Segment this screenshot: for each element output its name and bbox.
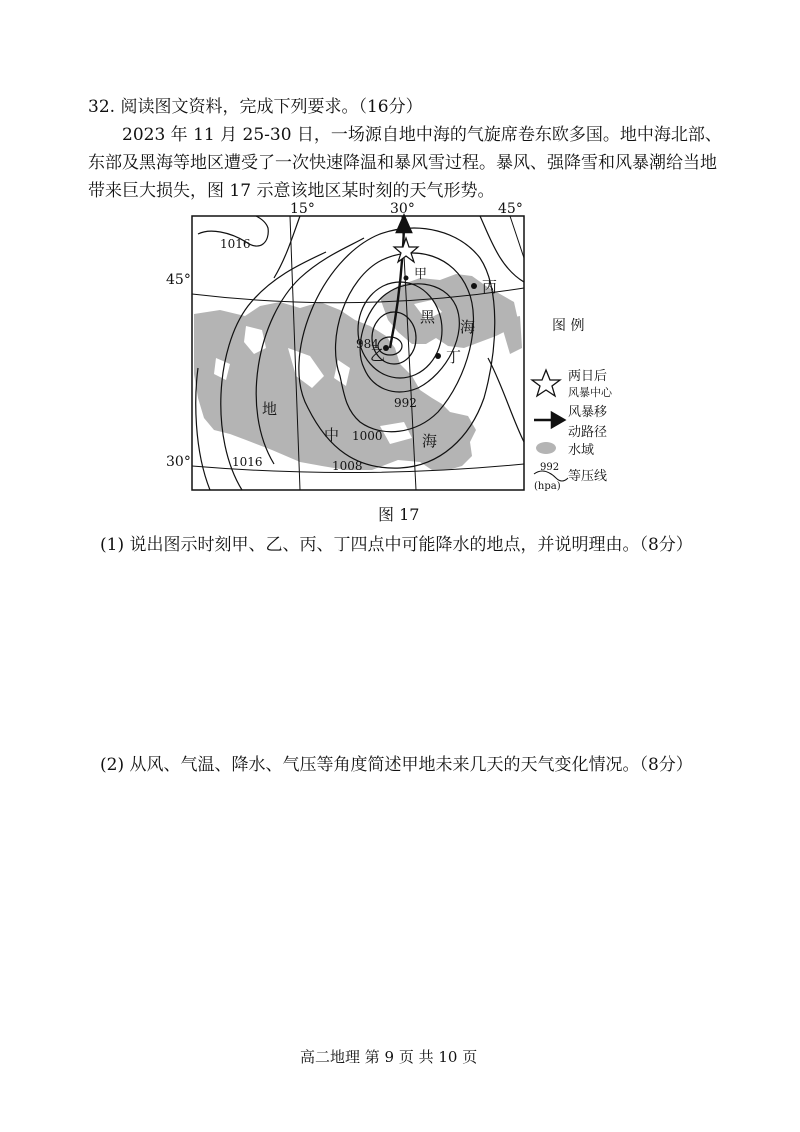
isobar-label-1016-top: 1016 [220,237,251,251]
legend-arrow-label-2: 动路径 [568,425,608,440]
weather-map-figure [150,198,630,498]
label-bing: 丙 [482,278,498,296]
isobar-label-992: 992 [394,396,417,410]
isobar-label-1016-bottom: 1016 [232,455,263,469]
isobar-label-1000: 1000 [352,429,383,443]
legend [532,318,613,492]
label-yi: 乙 [370,346,386,364]
legend-arrow-icon [534,413,564,427]
sea-label-zhong: 中 [324,426,340,444]
lat-label-30: 30° [166,454,191,470]
legend-title: 图 例 [552,318,585,334]
legend-star-label: 两日后 [568,369,608,384]
legend-isobar-sample: 992 [540,462,560,473]
label-ding: 丁 [446,348,462,366]
lat-label-45: 45° [166,272,191,288]
intro-line-2: 东部及黑海等地区遭受了一次快速降温和暴风雪过程。暴风、强降雪和风暴潮给当地 [88,153,717,173]
legend-isobar-label: 等压线 [568,469,608,484]
point-bing [471,283,477,289]
legend-star-icon [532,370,560,396]
subquestion-2: (2) 从风、气温、降水、气压等角度简述甲地未来几天的天气变化情况。（8分） [100,755,693,775]
isobar-label-1008: 1008 [332,459,363,473]
sea-label-hai-black: 海 [460,318,476,336]
sea-label-hai-med: 海 [422,432,438,450]
sea-label-di: 地 [262,400,278,418]
intro-line-3: 带来巨大损失，图 17 示意该地区某时刻的天气形势。 [88,181,495,201]
point-jia [404,276,409,281]
legend-water-icon [536,442,556,454]
question-title: 32. 阅读图文资料，完成下列要求。（16分） [88,97,423,117]
legend-water-label: 水域 [568,443,595,458]
label-jia: 甲 [414,267,428,282]
point-ding [435,353,441,359]
legend-isobar-unit: (hpa) [534,481,561,492]
intro-line-1: 2023 年 11 月 25-30 日，一场源自地中海的气旋席卷东欧多国。地中海北部、 [122,125,722,145]
isobar-label-984: 984 [356,337,379,351]
legend-star-sublabel: 风暴中心 [568,386,612,399]
legend-arrow-label-1: 风暴移 [568,405,608,420]
lon-label-15: 15° [290,201,315,217]
subquestion-1: (1) 说出图示时刻甲、乙、丙、丁四点中可能降水的地点，并说明理由。（8分） [100,535,693,555]
sea-label-hei: 黑 [420,308,436,326]
lon-label-30: 30° [390,201,415,217]
page-footer: 高二地理 第 9 页 共 10 页 [300,1048,478,1066]
figure-caption: 图 17 [378,505,420,524]
lon-label-45: 45° [498,201,523,217]
